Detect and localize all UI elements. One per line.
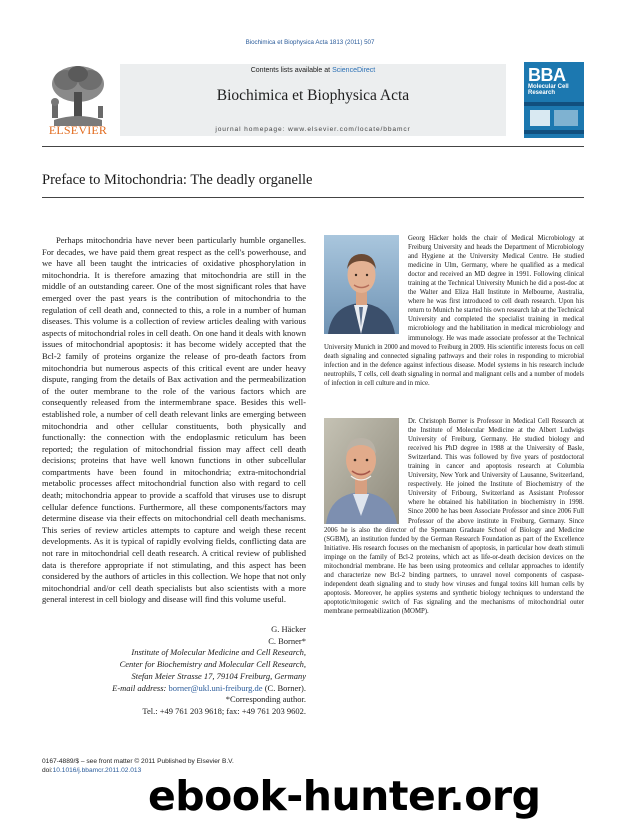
phone-fax: Tel.: +49 761 203 9618; fax: +49 761 203 9602.	[142, 705, 306, 716]
author-name: C. Borner*	[268, 635, 306, 646]
author-portrait-hacker	[324, 235, 399, 334]
masthead-divider	[42, 146, 584, 147]
author-bio	[324, 234, 584, 388]
affiliation-line: Institute of Molecular Medicine and Cell Research,	[131, 647, 306, 658]
author-portrait-borner	[324, 418, 399, 524]
affiliation-line: Center for Biochemistry and Molecular Cell Research,	[119, 659, 306, 670]
cover-subtitle: Molecular Cell Research	[528, 84, 569, 97]
running-head: Biochimica et Biophysica Acta 1813 (2011) 507	[245, 39, 375, 46]
bio-text: Georg Häcker holds the chair of Medical Microbiology at Freiburg University and heads the Department of Microbiology and Hygiene at the University Medical Centre. He studied medicine in Ulm, Germany, where he qualified as a medical doctor and received an MD degree in 1991. Following clinical training at the Technical University Munich he did a post-doc at the Walter and Eliza Hall Institute in Melbourne, Australia, where he was first introduced to cell death research. Upon his return to Munich he started his own research lab at the Technical University and completed the specialist training in medical microbiology and the habilitation in medical microbiology and immunology. He was made associate professor at the Technical University Munich in 2000 and moved to Freiburg in 2009. His scientific interests focus on cell death signaling and connected signaling pathways and their roles in responding to microbial infection and in the defence against infectious disease. Model systems in his research include neutrophils, T cells, cell death signaling in normal and malignant cells and a number of models of infection in cell culture and in mice.	[324, 235, 585, 387]
issn-line: 0167-4889/$ – see front matter © 2011 Published by Elsevier B.V.	[42, 758, 234, 765]
bio-text: Dr. Christoph Borner is Professor in Medical Cell Research at the Institute of Molecular Medicine at the Albert Ludwigs University of Freiburg, Germany. He studied biology and received his PhD degree in 1988 at the University of Basle, Switzerland. This was followed by five years of postdoctoral training in cancer and apoptosis research at Columbia University, New York and University of Lausanne, Switzerland, respectively. He joined the Institute of Biochemistry of the University of Fribourg, Switzerland as Assistant Professor where he obtained his habilitation in biochemistry in 1998. Since 2000 he has been Associate Professor and since 2006 Full Professor of the above institute in Freiburg, Germany. Since 2006 he is also the director of the Spemann Graduate School of Biology and Medicine (SGBM), an institution funded by the German Research Foundation as part of the Excellence Initiative. His research focuses on the mechanism of apoptosis, in particular how death stimuli impinge on the family of Bcl-2 proteins, which act as life-or-death decision devices on the mitochondrial membrane. He has been using proteomics and cellular approaches to identify and characterize new Bcl-2 binding partners, to unravel novel components of caspase-independent death signaling and to study how viruses and fungal toxins kill human cells by apoptosis. Moreover, he applies systems and synthetic biology techniques to understand the apoptotic/mitogenic switch of Fas signaling and the mechanisms of mitochondrial outer membrane permeabilization (MOMP).	[324, 418, 584, 615]
corresponding-note: *Corresponding author.	[225, 694, 306, 705]
portrait-graphic	[324, 235, 399, 334]
cover-letters: BBA	[528, 65, 566, 85]
contents-line	[120, 67, 506, 74]
doi-link[interactable]: 10.1016/j.bbamcr.2011.02.013	[52, 766, 142, 774]
sciencedirect-link[interactable]: ScienceDirect	[332, 67, 376, 74]
affiliation-line: Stefan Meier Strasse 17, 79104 Freiburg, Germany	[131, 670, 306, 681]
title-divider	[42, 197, 584, 198]
author-bio	[324, 417, 584, 616]
journal-cover-thumbnail[interactable]	[524, 62, 584, 138]
journal-masthead	[42, 62, 584, 138]
elsevier-tree-icon[interactable]	[42, 62, 114, 138]
email-line	[42, 683, 306, 695]
elsevier-tree-graphic	[42, 62, 114, 126]
journal-title: Biochimica et Biophysica Acta	[216, 87, 410, 104]
portrait-graphic	[324, 418, 399, 524]
cover-stripe	[524, 130, 584, 134]
email-suffix: (C. Borner).	[262, 682, 306, 693]
watermark-text: ebook-hunter.org	[148, 772, 541, 820]
doi-prefix: doi:	[42, 766, 53, 774]
journal-banner	[120, 64, 506, 136]
cover-image-tile	[554, 110, 578, 126]
publisher-name: ELSEVIER	[48, 123, 108, 137]
contents-prefix: Contents lists available at	[250, 67, 333, 74]
journal-homepage[interactable]: journal homepage: www.elsevier.com/locate/bbamcr	[215, 126, 411, 133]
cover-stripe	[524, 102, 584, 106]
email-link[interactable]: borner@ukl.uni-freiburg.de	[168, 682, 263, 693]
preface-body: Perhaps mitochondria have never been particularly humble organelles. For decades, we have paid them great respect as the cell's powerhouse, and we have all been taught the intricacies of oxidative phosphorylation in mitochondria. It is therefore amazing that mitochondria are still in the middle of an outstanding career. One of the most significant roles that have emerged over the past years is the contribution of mitochondria to the regulation of cell death and, connected to this, a role in a number of human diseases. This volume is a collection of review articles dealing with various aspects of mitochondrial roles in cell death. On one hand it deals with known issues of mitochondrial apoptosis: it has become widely accepted that the Bcl-2 family of proteins organize the release of pro-death factors from mitochondria but numerous aspects of this critical event are under heavy dispute, ranging from the details of Bax activation and the permeabilization of the outer membrane to the role of the various factors which are consequently released from the intermembrane space. Besides this well-established role, a number of cell death relevant links are emerging between mitochondria and other cellular constituents, both physically and functionally: the connection with the endoplasmic reticulum has been reported; the regulation of mitochondrial fission may affect cell death decisions; proteins that have well known functions in other subcellular compartments have been found in mitochondria; extra-mitochondrial metabolic processes affect mitochondrial function also with regard to cell death; mitochondria appear to provide a scaffold that viruses use to disrupt cellular defence functions. Furthermore, all these components/factors may determine disease via their effects on mitochondrial cell death mechanisms. This series of review articles attempts to capture and weigh these recent developments. As it is typical of rapidly evolving fields, conflicting data are not rare in mitochondrial cell death research. A critical review of published data is therefore appropriate if not stimulating, and this aspect has been considered by the authors of articles in this collection. We hope that not only mitochondrial and/or cell death specialists but also scientists with a more general interest in cell biology and disease will find this volume useful.	[42, 235, 306, 605]
cover-image-tile	[530, 110, 550, 126]
signature-block	[42, 624, 306, 718]
email-label: E-mail address:	[112, 682, 169, 693]
author-name: G. Häcker	[271, 624, 306, 634]
article-title: Preface to Mitochondria: The deadly organelle	[42, 172, 313, 188]
